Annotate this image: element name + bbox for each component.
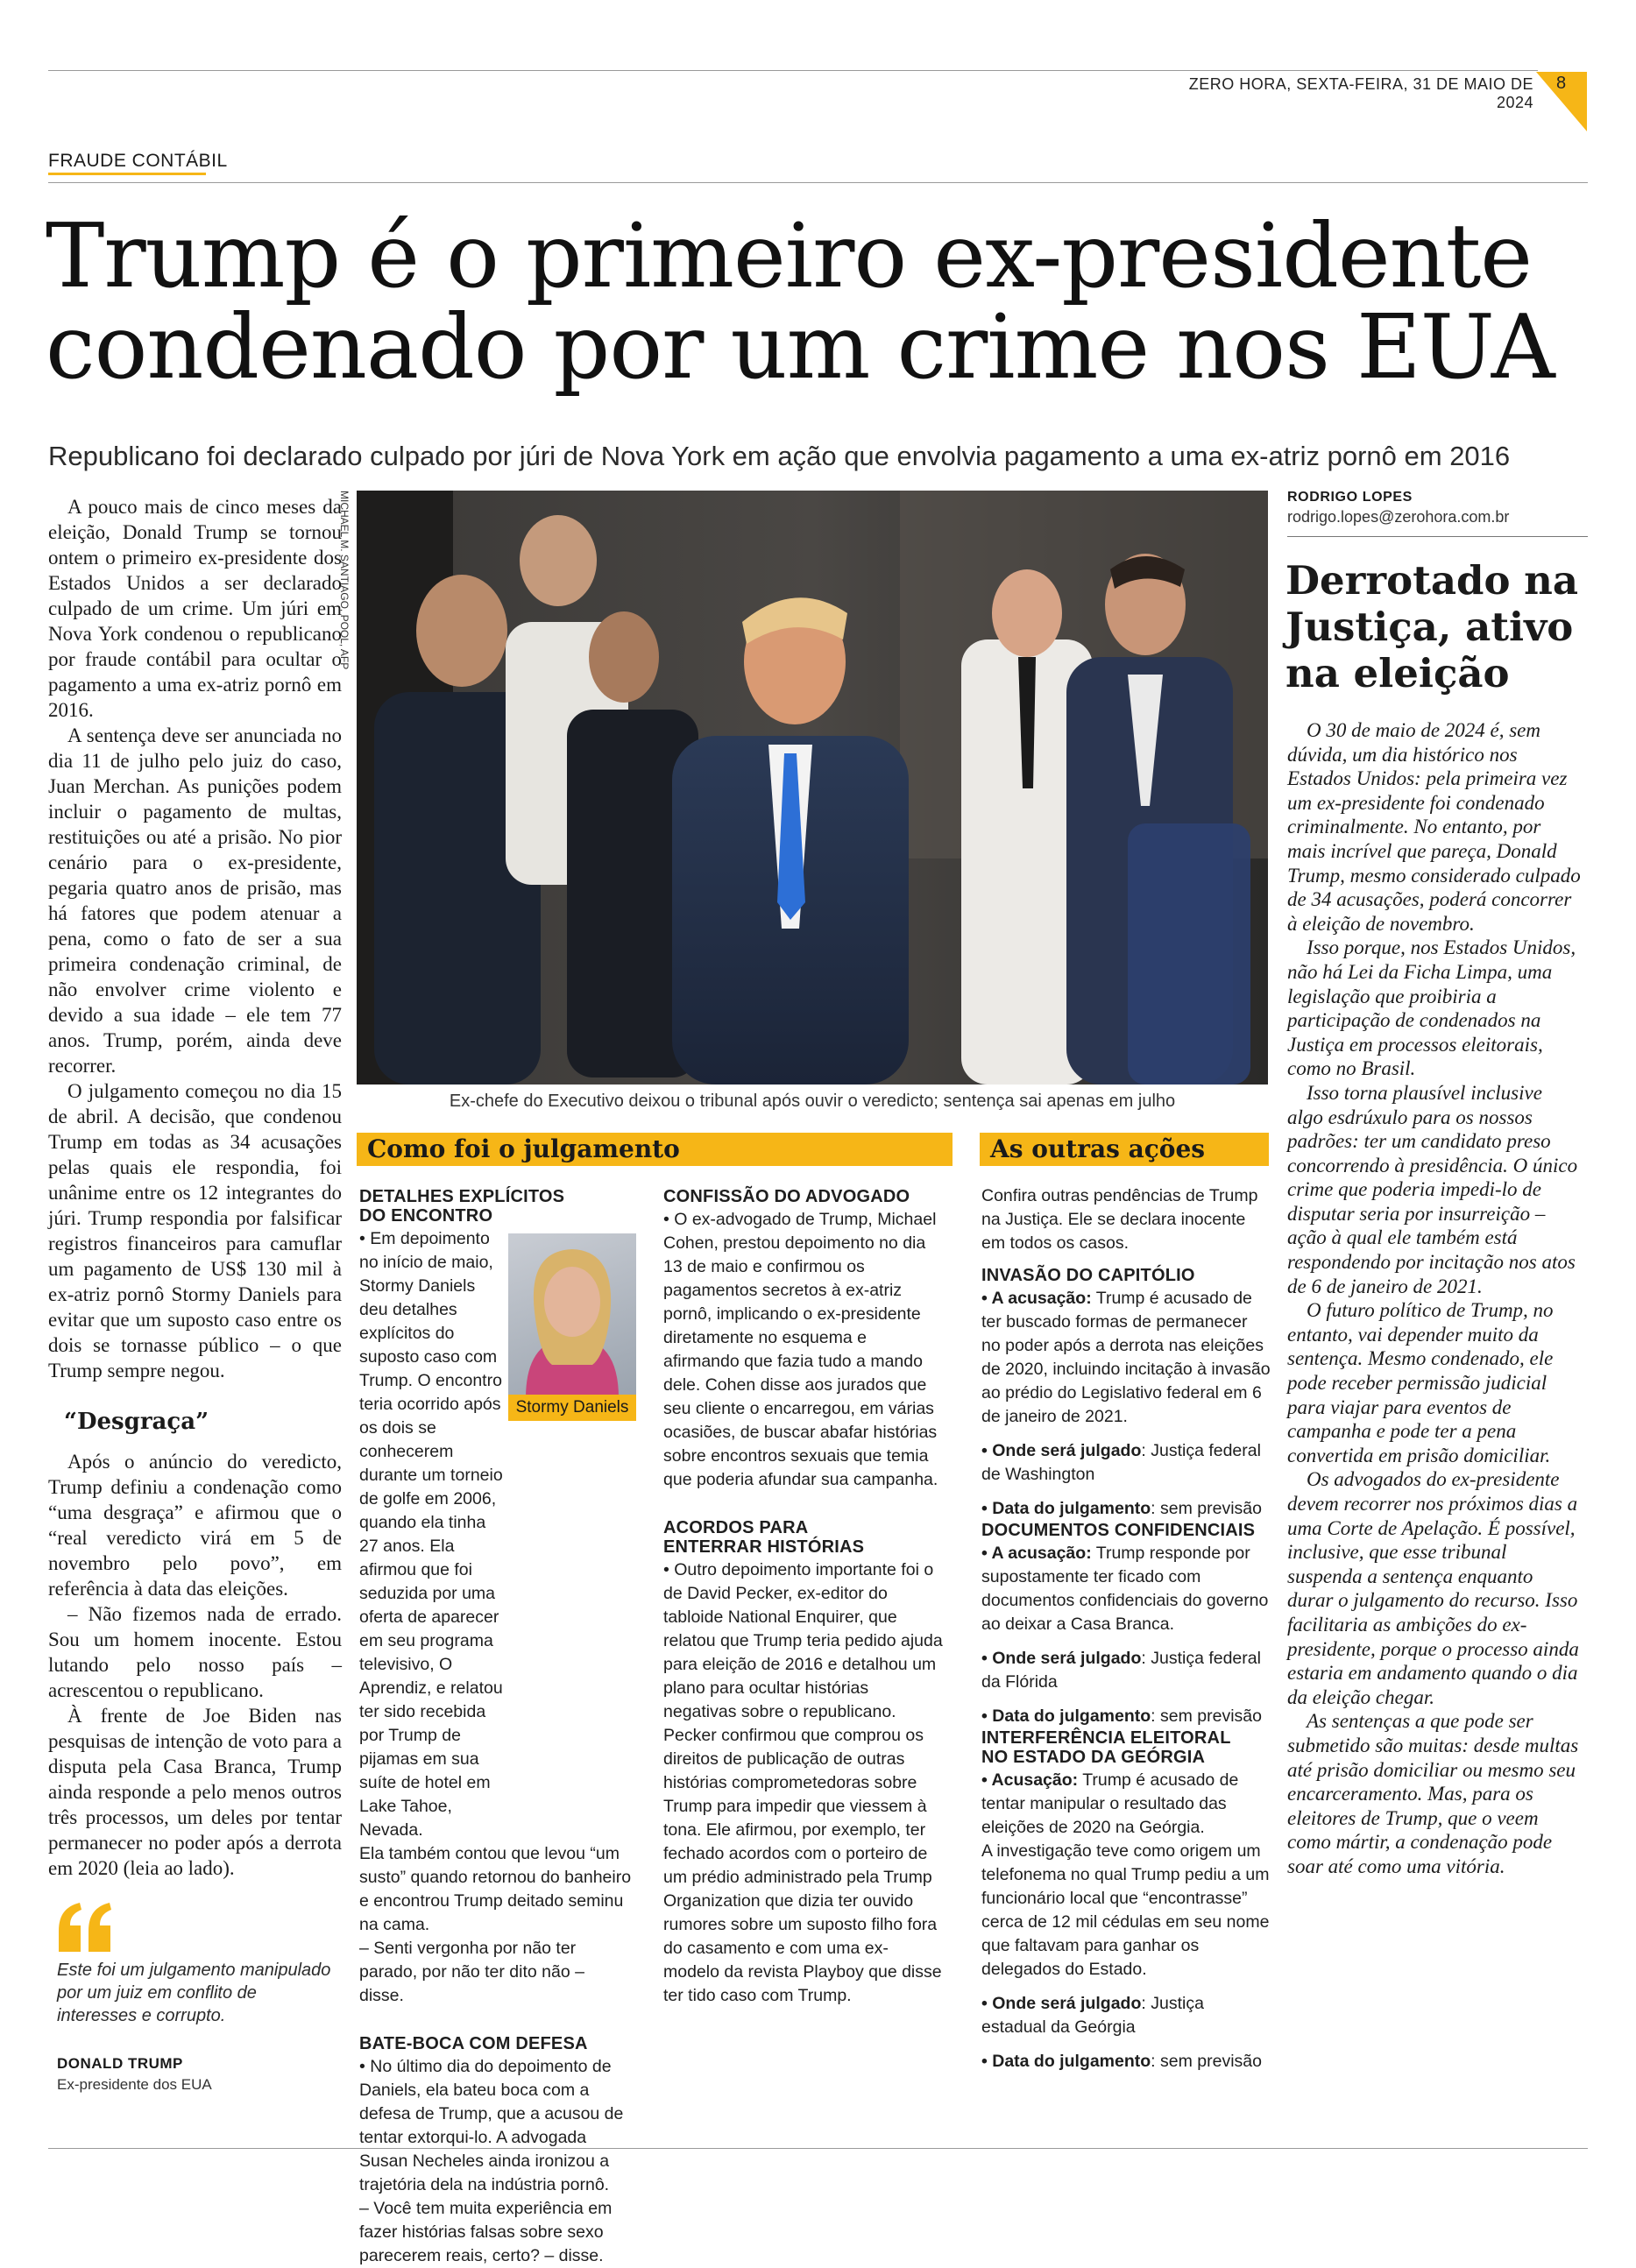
opinion-paragraph: Isso porque, nos Estados Unidos, não há Lei da Ficha Limpa, uma legislação que proibiria a participação de condenados na Justiça em processos eleitorais, como no Brasil.: [1287, 936, 1576, 1080]
main-photo: [357, 491, 1268, 1085]
story-paragraph: – Não fizemos nada de errado. Sou um homem inocente. Estou lutando pelo nosso país – acrescentou o republicano.: [48, 1603, 342, 1701]
opinion-paragraph: O 30 de maio de 2024 é, sem dúvida, um dia histórico nos Estados Unidos: pela primeira vez um ex-presidente foi condenado criminalmente. No entanto, por mais incrível que pareça, Donald Trump, mesmo considerado culpado de 34 acusações, poderá concorrer à eleição de novembro.: [1287, 719, 1581, 935]
story-subhead: “Desgraça”: [64, 1409, 209, 1435]
case-date: • Data do julgamento: sem previsão: [981, 2052, 1262, 2071]
main-story: [48, 494, 342, 1881]
case-accusation: • Acusação: Trump é acusado de tentar manipular o resultado das eleições de 2020 na Geórgia.: [981, 1770, 1239, 1837]
opinion-email: rodrigo.lopes@zerohora.com.br: [1287, 508, 1510, 526]
opinion-rule: [1287, 536, 1588, 537]
story-paragraph: A sentença deve ser anunciada no dia 11 de julho pelo juiz do caso, Juan Merchan. As punições podem incluir o pagamento de multas, restituições ou até a prisão. No pior cenário para o ex-presidente, pegaria quatro anos de prisão, mas há fatores que podem atenuar a pena, como o fato de ser a sua primeira condenação criminal, de não envolver crime violento e devido a sua idade – ele tem 77 anos. Trump, porém, ainda deve recorrer.: [48, 724, 342, 1077]
stormy-daniels-label: Stormy Daniels: [508, 1395, 636, 1421]
case-title-documentos: DOCUMENTOS CONFIDENCIAIS: [981, 1521, 1256, 1540]
photo-credit: MICHAEL M. SANTIAGO, POOL, AFP: [338, 491, 351, 670]
julgamento-paragraph: • O ex-advogado de Trump, Michael Cohen, prestou depoimento no dia 13 de maio e confirmou os pagamentos secretos à ex-atriz pornô, implicando o ex-presidente diretamente no esquema e afirmando que fazia tudo a mando dele. Cohen disse aos jurados que seu cliente o encarregou, em várias ocasiões, de buscar abafar histórias sobre encontros sexuais que temia que poderia afundar sua campanha.: [663, 1210, 938, 1489]
box-acoes-title: As outras ações: [980, 1133, 1269, 1166]
story-paragraph: A pouco mais de cinco meses da eleição, Donald Trump se tornou ontem o primeiro ex-presidente dos Estados Unidos a ser declarado culpado de um crime. Um júri em Nova York condenou o republicano por fraude contábil para ocultar o pagamento a uma ex-atriz pornô em 2016.: [48, 496, 342, 721]
deck: Republicano foi declarado culpado por júri de Nova York em ação que envolvia pagamento a uma ex-atriz pornô em 2016: [48, 441, 1511, 471]
case-court: • Onde será julgado: Justiça federal da Flórida: [981, 1649, 1261, 1692]
case-date: • Data do julgamento: sem previsão: [981, 1706, 1262, 1726]
pull-quote-role: Ex-presidente dos EUA: [57, 2076, 212, 2093]
section-underline: [48, 173, 206, 175]
julgamento-paragraph: – Senti vergonha por não ter parado, por não ter dito não – disse.: [359, 1939, 584, 2005]
folio: ZERO HORA, SEXTA-FEIRA, 31 DE MAIO DE 2024: [1188, 75, 1533, 111]
headline-line-2: condenado por um crime nos EUA: [46, 295, 1555, 399]
headline: [46, 204, 1588, 399]
opinion-paragraph: Os advogados do ex-presidente devem recorrer nos próximos dias a uma Corte de Apelação. É possível, inclusive, que esse tribunal suspenda a sentença enquanto durar o julgamento do recurso. Isso facilitaria as ambições do ex-presidente, porque o processo ainda estaria em andamento quando o dia da eleição chegar.: [1287, 1468, 1579, 1708]
box-julgamento-title: Como foi o julgamento: [357, 1133, 953, 1166]
story-paragraph: O julgamento começou no dia 15 de abril. A decisão, que condenou Trump em todas as 34 acusações pelas quais ele respondia, foi unânime entre os 12 integrantes do júri. Trump respondia por falsificar registros financeiros para camuflar um pagamento de US$ 130 mil à ex-atriz pornô Stormy Daniels para evitar que um suposto caso entre os dois se tornasse público – o que Trump sempre negou.: [48, 1080, 342, 1381]
opinion-paragraph: O futuro político de Trump, no entanto, vai depender muito da sentença. Mesmo condenado, ele pode receber permissão judicial para viajar para eventos de campanha e pode ter a pena convertida em prisão domiciliar.: [1287, 1299, 1554, 1466]
case-date: • Data do julgamento: sem previsão: [981, 1499, 1262, 1518]
portrait-illustration: [508, 1233, 636, 1398]
case-title-capitolio: INVASÃO DO CAPITÓLIO: [981, 1266, 1195, 1285]
opinion-paragraph: Isso torna plausível inclusive algo esdrúxulo para os nossos padrões: ter um candidato preso concorrendo à presidência. O único crime que poderia impedi-lo de disputar seria por insurreição – ação à qual ele também está respondendo por incitação nos atos de 6 de janeiro de 2021.: [1287, 1081, 1578, 1297]
julgamento-paragraph: • Outro depoimento importante foi o de David Pecker, ex-editor do tabloide National Enquirer, que relatou que Trump teria pedido ajuda para eleição de 2016 e detalhou um plano para ocultar histórias negativas sobre o republicano. Pecker confirmou que comprou os direitos de publicação de outras histórias comprometedoras sobre Trump para impedir que viessem à tona. Ele afirmou, por exemplo, ter fechado acordos com o porteiro de um prédio administrado pela Trump Organization que dizia ter ouvido rumores sobre um suposto filho fora do casamento e com uma ex-modelo da revista Playboy que disse ter tido caso com Trump.: [663, 1560, 943, 2005]
opinion-text: [1287, 718, 1582, 1879]
case-extra: A investigação teve como origem um telefonema no qual Trump pediu a um funcionário local que “encontrasse” cerca de 12 mil cédulas em seu nome que faltavam para ganhar os delegados do Estado.: [981, 1841, 1270, 1979]
case-court: • Onde será julgado: Justiça estadual da Geórgia: [981, 1994, 1204, 2037]
case-accusation: • A acusação: Trump responde por supostamente ter ficado com documentos confidenciais do governo ao deixar a Casa Branca.: [981, 1544, 1269, 1634]
julgamento-paragraph: – Você tem muita experiência em fazer histórias falsas sobre sexo parecerem reais, certo? – disse.: [359, 2199, 613, 2265]
opinion-title: Derrotado na Justiça, ativo na eleição: [1285, 557, 1579, 696]
julgamento-paragraph: • No último dia do depoimento de Daniels, ela bateu boca com a defesa de Trump, que a acusou de tentar extorqui-lo. A advogada Susan Necheles ainda ironizou a trajetória dela na indústria pornô.: [359, 2057, 624, 2194]
julgamento-paragraph: • Em depoimento no início de maio, Stormy Daniels deu detalhes explícitos do suposto caso com Trump. O encontro teria ocorrido após os dois se conhecerem durante um torneio de golfe em 2006, quando ela tinha 27 anos. Ela afirmou que foi seduzida por uma oferta de aparecer em seu programa televisivo, O Aprendiz, e relatou ter sido recebida por Trump de pijamas em sua suíte de hotel em Lake Tahoe, Nevada.: [359, 1229, 503, 1840]
section-label: FRAUDE CONTÁBIL: [48, 151, 228, 171]
julgamento-paragraph: Ela também contou que levou “um susto” quando retornou do banheiro e encontrou Trump deitado seminu na cama.: [359, 1844, 632, 1934]
quote-mark-icon: [55, 1901, 117, 1954]
opinion-byline: RODRIGO LOPES: [1287, 490, 1413, 505]
story-paragraph: À frente de Joe Biden nas pesquisas de intenção de voto para a disputa pela Casa Branca, Trump ainda responde a pelo menos outros três processos, um deles por tentar permanecer no poder após a derrota em 2020 (leia ao lado).: [48, 1705, 342, 1879]
page-number: 8: [1556, 74, 1567, 93]
top-rule: [48, 70, 1538, 71]
case-accusation: • A acusação: Trump é acusado de ter buscado formas de permanecer no poder após a derrota nas eleições de 2020, incluindo incitação à invasão ao prédio do Legislativo federal em 6 de janeiro de 2021.: [981, 1289, 1271, 1426]
case-court: • Onde será julgado: Justiça federal de Washington: [981, 1441, 1261, 1484]
headline-line-1: Trump é o primeiro ex-presidente: [46, 204, 1533, 307]
courtroom-photo-illustration: [357, 491, 1268, 1085]
opinion-paragraph: As sentenças a que pode ser submetido são muitas: desde multas até prisão domiciliar ou mesmo seu encarceramento. Mas, para os eleitores de Trump, que o veem como mártir, a condenação pode soar até como uma vitória.: [1287, 1710, 1579, 1877]
section-title-bate-boca: BATE-BOCA COM DEFESA: [359, 2034, 588, 2053]
section-rule: [48, 182, 1588, 183]
story-paragraph: Após o anúncio do veredicto, Trump definiu a condenação como “uma desgraça” e afirmou que o “real veredicto virá em 5 de novembro pelo povo”, em referência à data das eleições.: [48, 1451, 342, 1600]
section-title-confissao: CONFISSÃO DO ADVOGADO: [663, 1187, 910, 1206]
acoes-column: [981, 1184, 1271, 2074]
section-title-detalhes: DETALHES EXPLÍCITOS DO ENCONTRO: [359, 1187, 565, 1226]
pull-quote-text: Este foi um julgamento manipulado por um juiz em conflito de interesses e corrupto.: [57, 1961, 331, 2025]
acoes-intro: Confira outras pendências de Trump na Justiça. Ele se declara inocente em todos os casos.: [981, 1186, 1258, 1253]
photo-caption: Ex-chefe do Executivo deixou o tribunal após ouvir o veredicto; sentença sai apenas em julho: [449, 1092, 1176, 1111]
julgamento-column-2: [663, 1187, 944, 2008]
pull-quote-author: DONALD TRUMP: [57, 2055, 183, 2072]
section-title-acordos: ACORDOS PARA ENTERRAR HISTÓRIAS: [663, 1518, 865, 1557]
bottom-rule: [48, 2148, 1588, 2149]
case-title-georgia: INTERFERÊNCIA ELEITORAL NO ESTADO DA GEÓRGIA: [981, 1728, 1231, 1767]
stormy-daniels-photo: [508, 1233, 636, 1398]
